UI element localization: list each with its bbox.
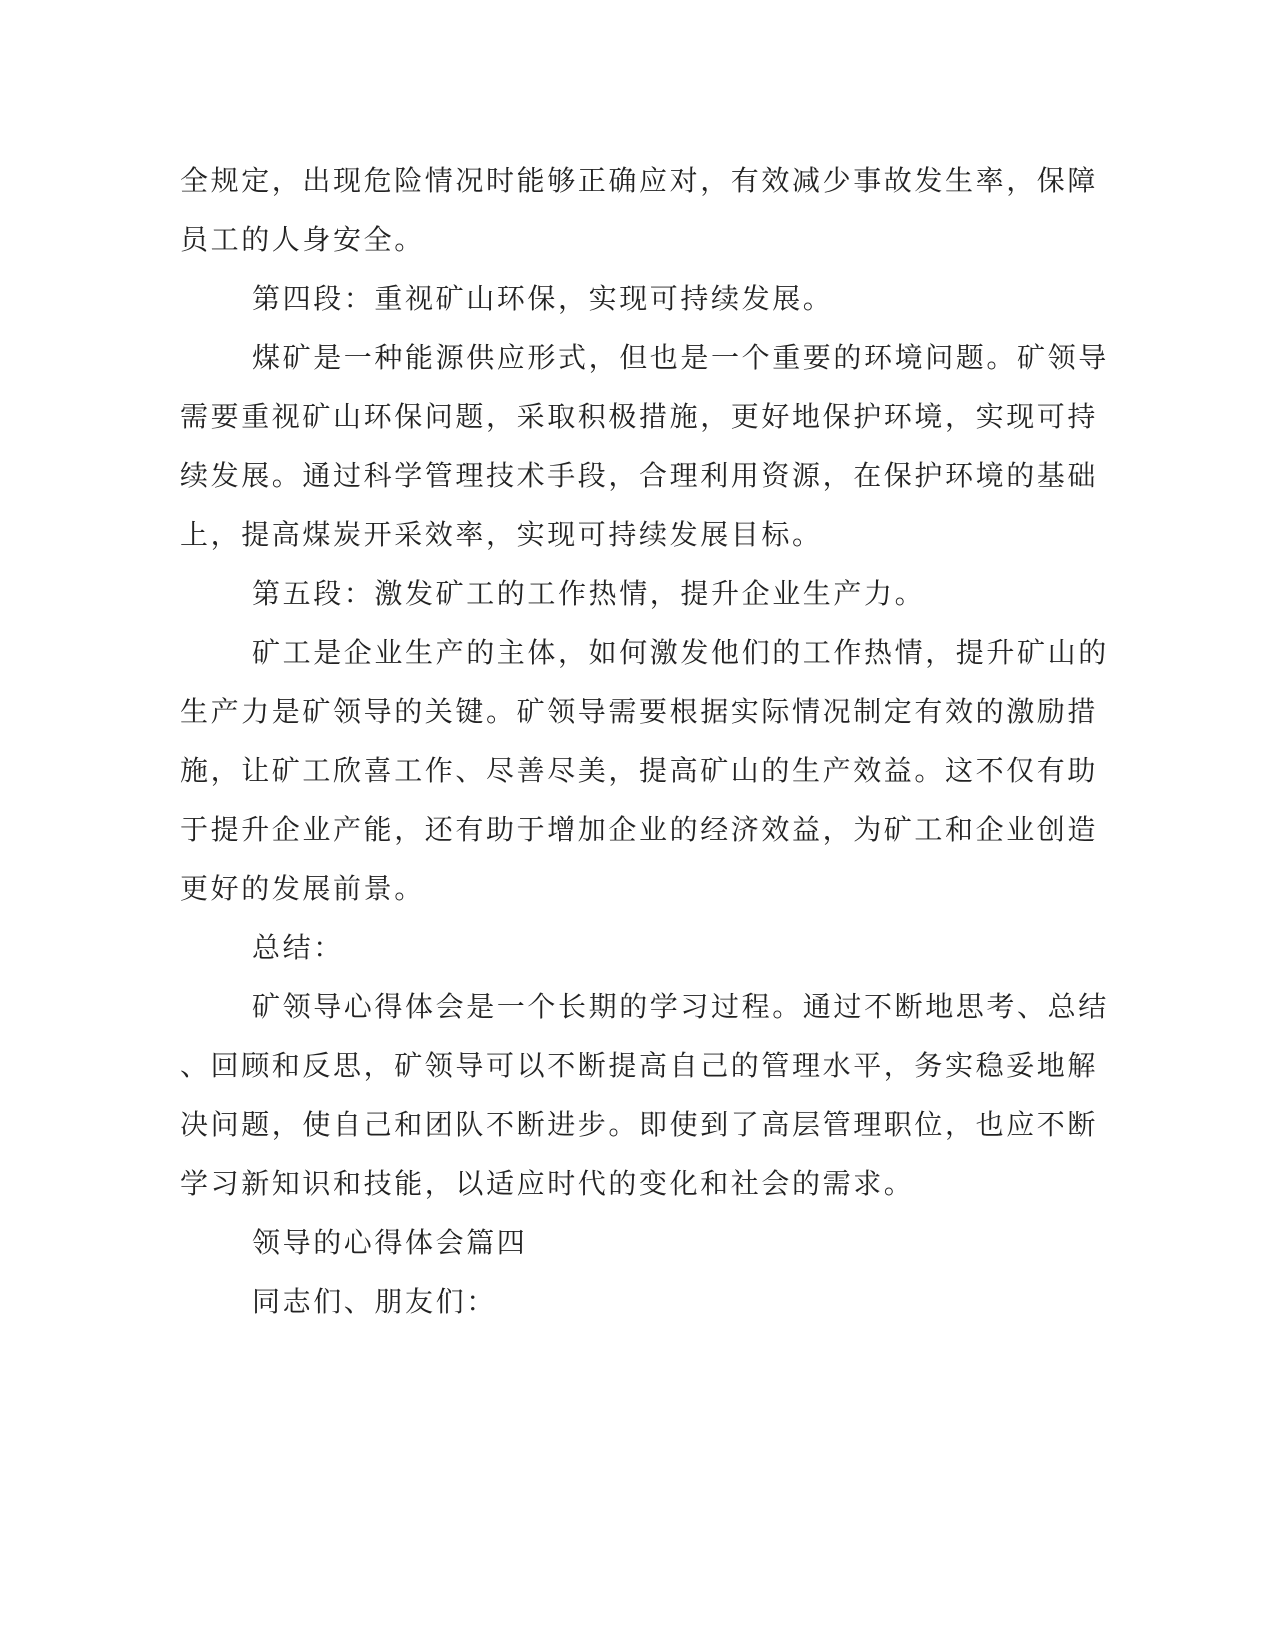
text-line [0, 1037, 1275, 1095]
line-text: 领导的心得体会篇四 [252, 1226, 528, 1259]
line-text: 同志们、朋友们： [252, 1285, 497, 1318]
text-line [0, 152, 1275, 210]
text-line [0, 329, 1275, 387]
line-text: 施，让矿工欣喜工作、尽善尽美，提高矿山的生产效益。这不仅有助 [180, 754, 1099, 787]
text-line [0, 978, 1275, 1036]
text-line [0, 388, 1275, 446]
line-text: 决问题，使自己和团队不断进步。即使到了高层管理职位，也应不断 [180, 1108, 1099, 1141]
article-title [0, 1214, 1275, 1272]
salutation [0, 1273, 1275, 1331]
text-line [0, 1155, 1275, 1213]
line-text: 、回顾和反思，矿领导可以不断提高自己的管理水平，务实稳妥地解 [180, 1049, 1099, 1082]
line-text: 矿领导心得体会是一个长期的学习过程。通过不断地思考、总结 [252, 990, 1109, 1023]
line-text: 需要重视矿山环保问题，采取积极措施，更好地保护环境，实现可持 [180, 400, 1099, 433]
line-text: 员工的人身安全。 [180, 223, 425, 256]
text-line [0, 801, 1275, 859]
section-heading-5 [0, 565, 1275, 623]
line-text: 煤矿是一种能源供应形式，但也是一个重要的环境问题。矿领导 [252, 341, 1109, 374]
line-text: 生产力是矿领导的关键。矿领导需要根据实际情况制定有效的激励措 [180, 695, 1099, 728]
text-line [0, 683, 1275, 741]
text-line [0, 447, 1275, 505]
text-line [0, 1096, 1275, 1154]
line-text: 学习新知识和技能，以适应时代的变化和社会的需求。 [180, 1167, 915, 1200]
text-line [0, 211, 1275, 269]
line-text: 总结： [252, 931, 344, 964]
line-text: 上，提高煤炭开采效率，实现可持续发展目标。 [180, 518, 823, 551]
line-text: 续发展。通过科学管理技术手段，合理利用资源，在保护环境的基础 [180, 459, 1099, 492]
section-heading-4 [0, 270, 1275, 328]
line-text: 于提升企业产能，还有助于增加企业的经济效益，为矿工和企业创造 [180, 813, 1099, 846]
line-text: 更好的发展前景。 [180, 872, 425, 905]
text-line [0, 742, 1275, 800]
text-line [0, 624, 1275, 682]
line-text: 全规定，出现危险情况时能够正确应对，有效减少事故发生率，保障 [180, 164, 1099, 197]
line-text: 矿工是企业生产的主体，如何激发他们的工作热情，提升矿山的 [252, 636, 1109, 669]
text-line [0, 860, 1275, 918]
summary-heading [0, 919, 1275, 977]
line-text: 第四段：重视矿山环保，实现可持续发展。 [252, 282, 834, 315]
text-line [0, 506, 1275, 564]
line-text: 第五段：激发矿工的工作热情，提升企业生产力。 [252, 577, 926, 610]
